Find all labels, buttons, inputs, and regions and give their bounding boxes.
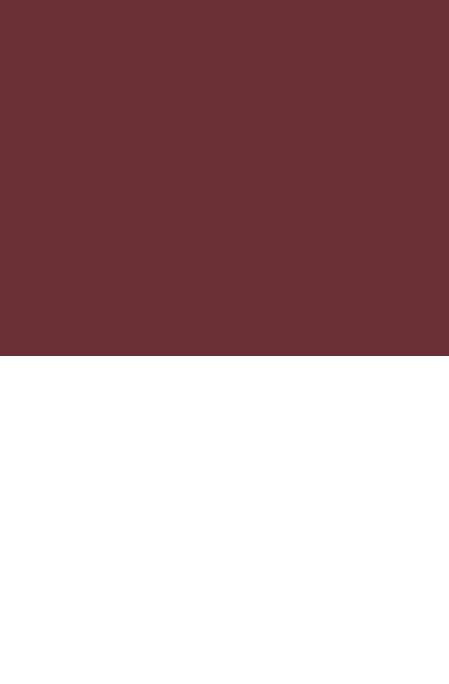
- back-text-panel: [0, 356, 449, 684]
